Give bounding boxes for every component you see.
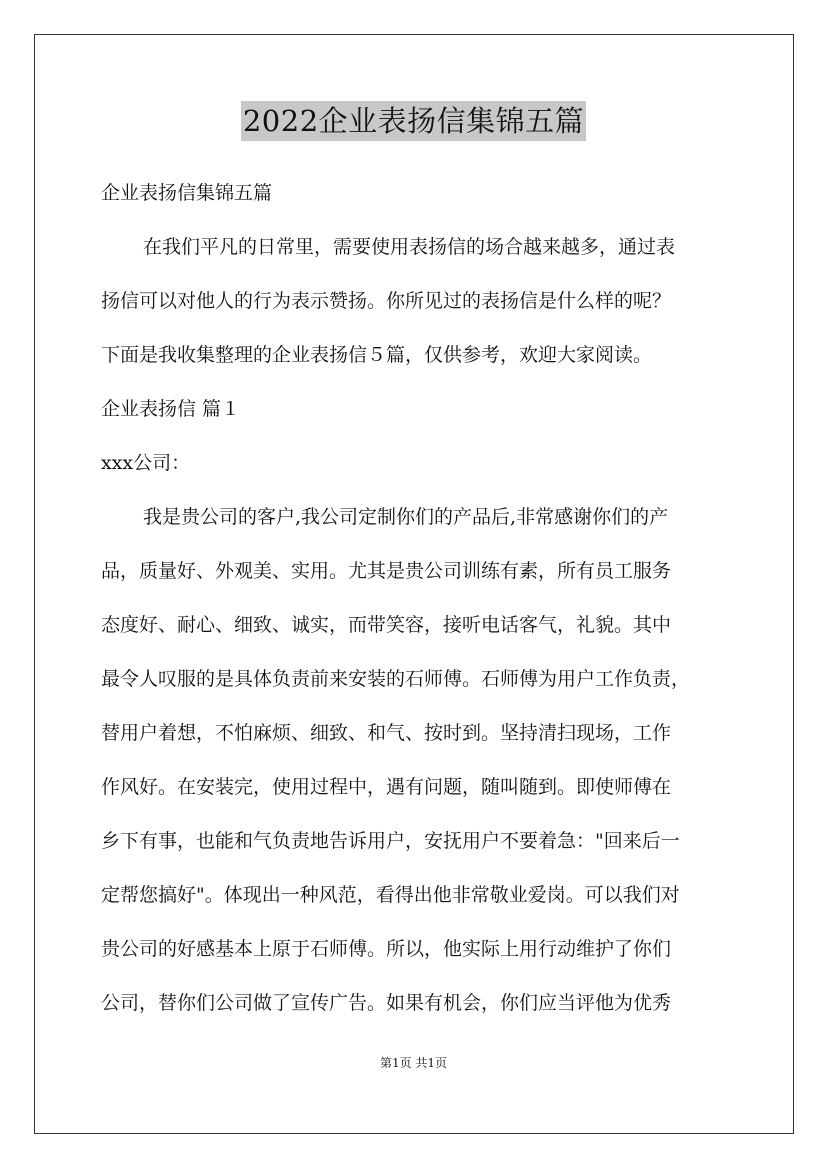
- paragraph-line: 定帮您搞好"。体现出一种风范，看得出他非常敬业爱岗。可以我们对: [101, 884, 680, 906]
- page-footer: 第1页 共1页: [379, 1056, 448, 1070]
- paragraph-line: 下面是我收集整理的企业表扬信５篇，仅供参考，欢迎大家阅读。: [101, 344, 653, 366]
- document-title: 2022企业表扬信集锦五篇: [241, 101, 586, 141]
- paragraph-line: 态度好、耐心、细致、诚实，而带笑容，接听电话客气，礼貌。其中: [101, 614, 672, 636]
- paragraph-line: 公司，替你们公司做了宣传广告。如果有机会，你们应当评他为优秀: [101, 992, 672, 1014]
- paragraph-line: 作风好。在安装完，使用过程中，遇有问题，随叫随到。即使师傅在: [101, 776, 672, 798]
- salutation-line: xxx公司：: [101, 452, 191, 474]
- paragraph-line: 品，质量好、外观美、实用。尤其是贵公司训练有素，所有员工服务: [101, 560, 672, 582]
- paragraph-line: 在我们平凡的日常里，需要使用表扬信的场合越来越多，通过表: [143, 236, 676, 258]
- subtitle-line: 企业表扬信集锦五篇: [101, 182, 273, 204]
- section-heading: 企业表扬信 篇１: [101, 398, 241, 420]
- paragraph-line: 扬信可以对他人的行为表示赞扬。你所见过的表扬信是什么样的呢？: [101, 290, 672, 312]
- paragraph-line: 替用户着想，不怕麻烦、细致、和气、按时到。坚持清扫现场，工作: [101, 722, 672, 744]
- paragraph-line: 贵公司的好感基本上原于石师傅。所以，他实际上用行动维护了你们: [101, 938, 672, 960]
- paragraph-line: 最令人叹服的是具体负责前来安装的石师傅。石师傅为用户工作负责，: [101, 668, 691, 690]
- paragraph-line: 乡下有事，也能和气负责地告诉用户，安抚用户不要着急："回来后一: [101, 830, 680, 852]
- title-container: [0, 101, 827, 141]
- paragraph-line: 我是贵公司的客户,我公司定制你们的产品后,非常感谢你们的产: [143, 506, 669, 528]
